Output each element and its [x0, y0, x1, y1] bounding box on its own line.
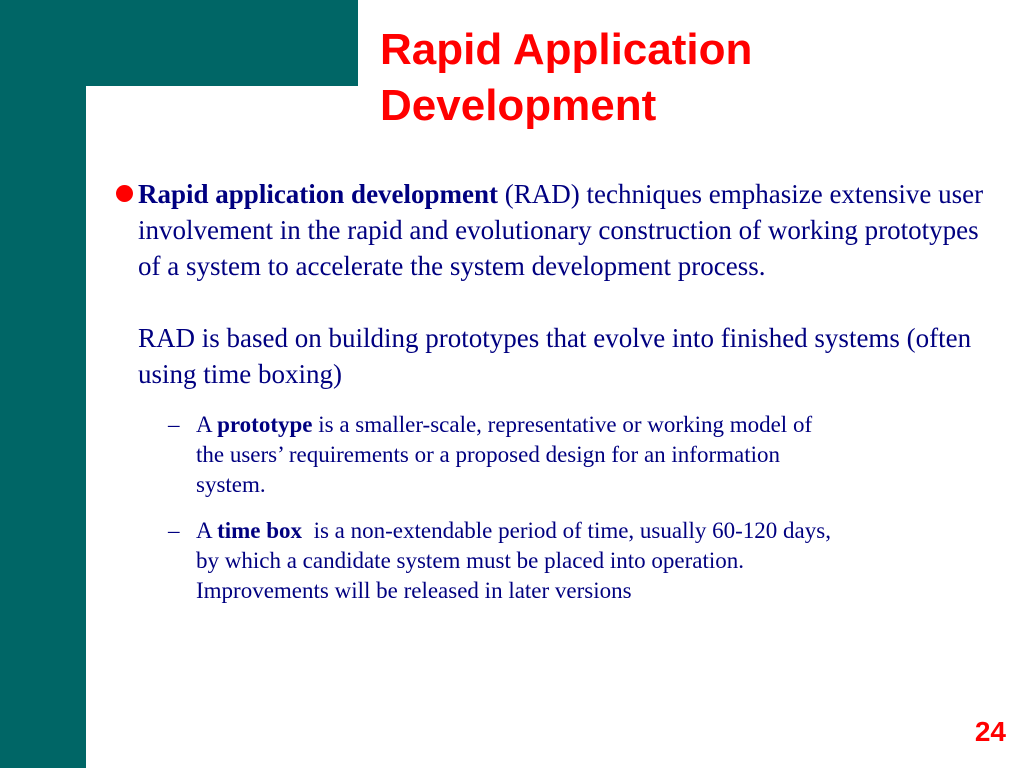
- sub-bullet-text: is a non-extendable period of time, usually 60-120 days,: [302, 518, 831, 543]
- teal-top-bar: [0, 0, 358, 86]
- slide-body: [116, 176, 1001, 606]
- sub-bullet-time-box: [116, 516, 1001, 606]
- sub-bullet-line: by which a candidate system must be placed into operation.: [196, 548, 745, 573]
- bullet-item: [116, 176, 1001, 392]
- sub-bullet-prefix: A: [196, 412, 218, 437]
- sub-bullet-line: the users’ requirements or a proposed design for an information: [196, 442, 780, 467]
- sub-bullet-line: [196, 516, 1001, 546]
- sub-bullet-prototype: [116, 410, 1001, 500]
- dash-icon: –: [168, 412, 180, 437]
- sub-bullet-prefix: A: [196, 518, 218, 543]
- sub-bullet-line: [196, 410, 1001, 440]
- sub-bullet-text: is a smaller-scale, representative or working model of: [312, 412, 813, 437]
- dash-icon: –: [168, 518, 180, 543]
- sub-bullet-line: system.: [196, 472, 266, 497]
- title-line-1: Rapid Application: [380, 25, 753, 74]
- paragraph-gap: [138, 284, 1001, 320]
- bullet-paragraph-2: RAD is based on building prototypes that evolve into finished systems (often using time boxing): [138, 323, 972, 389]
- page-number: 24: [974, 716, 1006, 747]
- title-line-2: Development: [380, 81, 657, 130]
- sub-bullet-line: Improvements will be released in later versions: [196, 578, 632, 603]
- term-prototype: prototype: [217, 412, 313, 437]
- term-time-box: time box: [217, 518, 303, 543]
- term-rad: Rapid application development: [138, 179, 499, 209]
- red-bullet-icon: [116, 185, 133, 202]
- bullet-paragraph-1: [138, 176, 1001, 284]
- rad-definition: (RAD) techniques emphasize extensive user involvement in the rapid and evolutionary construction of working prototypes of a system to accelerate the system development process.: [138, 179, 984, 281]
- slide-title: [380, 22, 1000, 134]
- teal-left-bar: [0, 0, 86, 768]
